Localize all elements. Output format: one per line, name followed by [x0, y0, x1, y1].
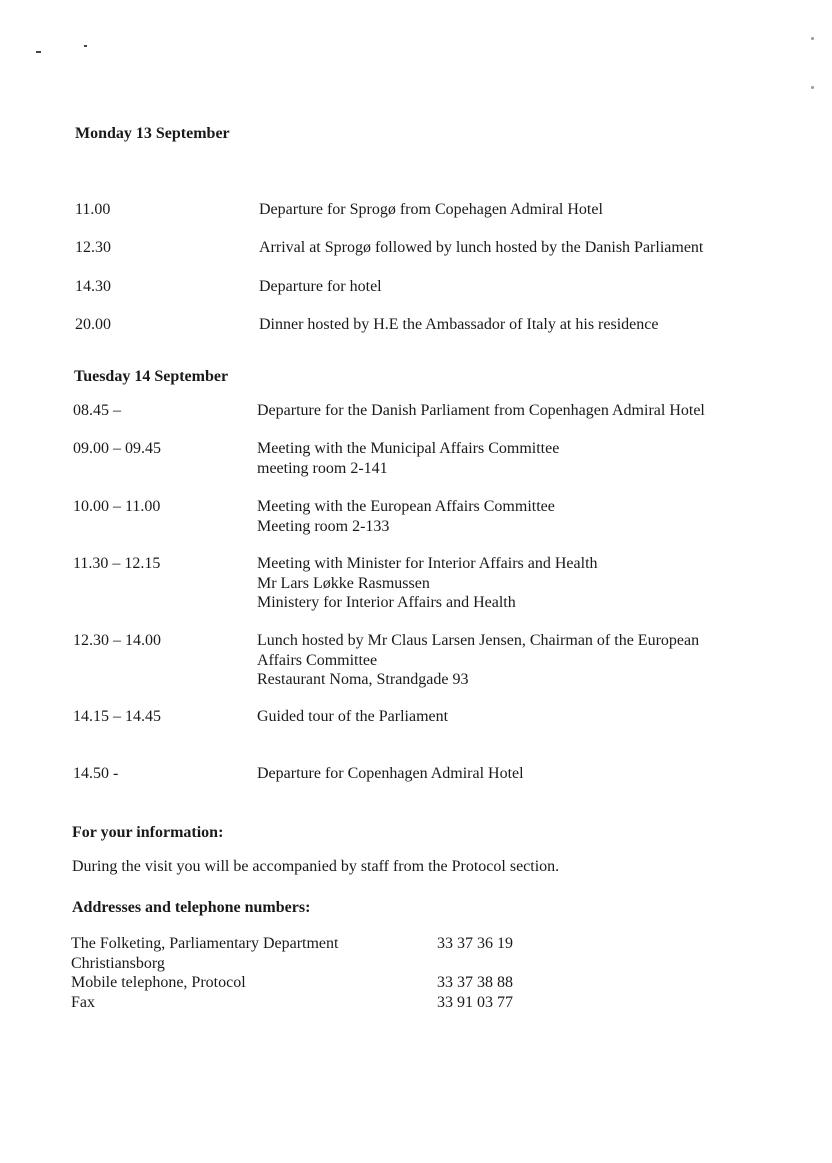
- event-line: Arrival at Sprogø followed by lunch hosted by the Danish Parliament: [259, 239, 704, 256]
- event-time: 14.50 -: [73, 765, 119, 782]
- event-line: Meeting room 2-133: [257, 517, 390, 535]
- contact-label: Christiansborg: [71, 955, 165, 972]
- event-time: 14.15 – 14.45: [73, 708, 161, 725]
- event-line: Meeting with the Municipal Affairs Committee: [257, 440, 560, 457]
- event-line: Meeting with Minister for Interior Affairs and Health: [257, 555, 598, 572]
- day-heading-monday: Monday 13 September: [75, 125, 230, 142]
- event-line: Departure for Sprogø from Copehagen Admiral Hotel: [259, 201, 603, 218]
- event-description: [257, 631, 757, 690]
- contacts-table: [71, 934, 591, 1014]
- event-line: Restaurant Noma, Strandgade 93: [257, 671, 469, 688]
- scan-speck: [36, 51, 41, 53]
- contact-phone: 33 37 38 88: [437, 974, 513, 991]
- event-line: Guided tour of the Parliament: [257, 708, 449, 725]
- event-time: 11.30 – 12.15: [73, 555, 161, 572]
- event-time: 12.30: [75, 239, 111, 256]
- event-line: Dinner hosted by H.E the Ambassador of Italy at his residence: [259, 316, 659, 333]
- contact-phone: 33 37 36 19: [437, 935, 513, 952]
- event-line: Meeting with the European Affairs Committee: [257, 498, 555, 515]
- contact-label: Fax: [71, 994, 95, 1011]
- contact-label: Mobile telephone, Protocol: [71, 974, 246, 991]
- event-line: Departure for the Danish Parliament from Copenhagen Admiral Hotel: [257, 402, 705, 419]
- event-line: Departure for hotel: [259, 278, 382, 295]
- event-description: [257, 497, 757, 536]
- info-text: During the visit you will be accompanied by staff from the Protocol section.: [72, 858, 560, 875]
- event-time: 08.45 –: [73, 402, 121, 419]
- event-line: Lunch hosted by Mr Claus Larsen Jensen, Chairman of the European: [257, 632, 700, 649]
- event-time: 11.00: [75, 201, 111, 218]
- contact-phone: 33 91 03 77: [437, 994, 513, 1011]
- event-description: [257, 439, 757, 478]
- event-time: 12.30 – 14.00: [73, 632, 161, 649]
- event-description: [257, 764, 757, 784]
- contacts-heading: Addresses and telephone numbers:: [72, 899, 311, 916]
- contact-label: The Folketing, Parliamentary Department: [71, 935, 339, 952]
- event-time: 14.30: [75, 278, 111, 295]
- event-time: 09.00 – 09.45: [73, 440, 161, 457]
- info-heading: For your information:: [72, 824, 224, 841]
- event-description: [257, 707, 757, 727]
- event-line: Mr Lars Løkke Rasmussen: [257, 574, 430, 592]
- event-line: Departure for Copenhagen Admiral Hotel: [257, 765, 524, 782]
- event-description: [257, 401, 757, 421]
- day-heading-tuesday: Tuesday 14 September: [74, 368, 229, 385]
- event-line: Affairs Committee: [257, 651, 378, 669]
- event-time: 10.00 – 11.00: [73, 498, 161, 515]
- event-line: meeting room 2-141: [257, 459, 388, 477]
- event-line: Ministery for Interior Affairs and Health: [257, 594, 516, 611]
- event-time: 20.00: [75, 316, 111, 333]
- event-description: [257, 554, 757, 613]
